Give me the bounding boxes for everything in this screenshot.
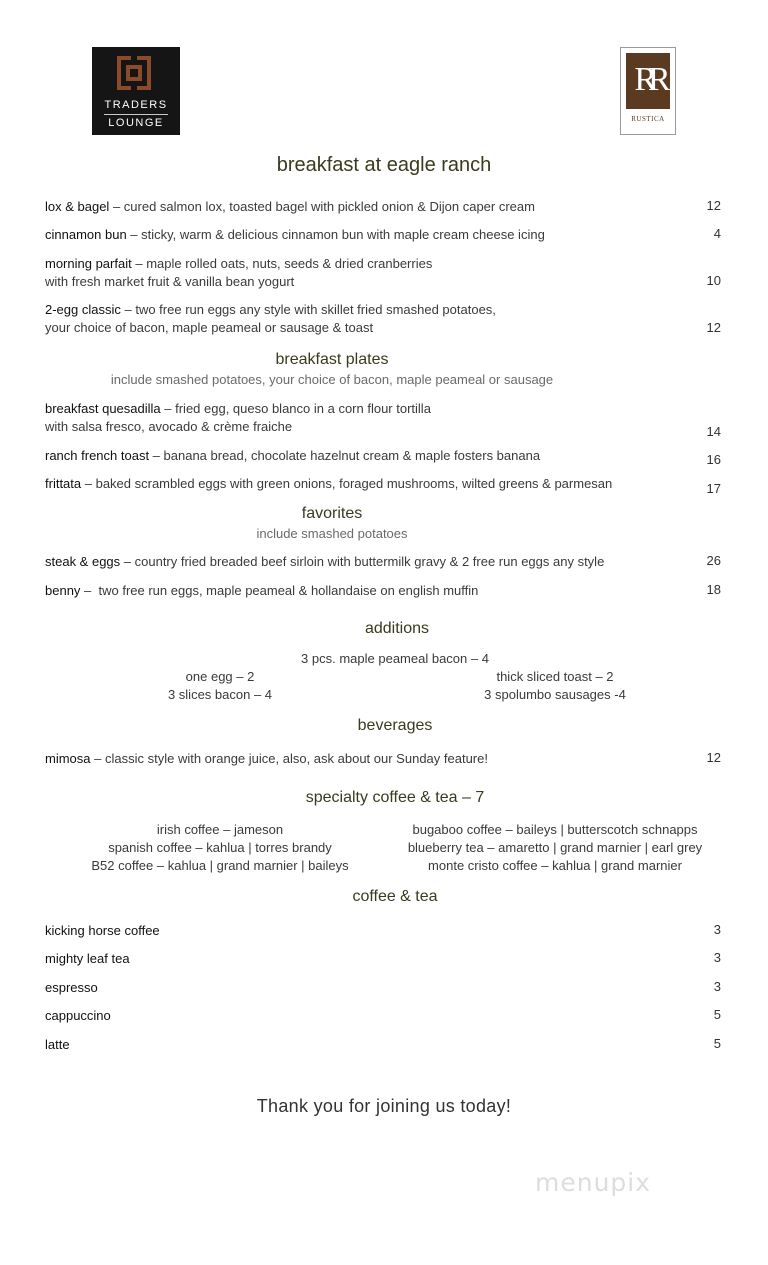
item-desc-line2: with fresh market fruit & vanilla bean yogurt bbox=[45, 274, 295, 289]
item-name: spanish coffee – bbox=[108, 840, 203, 855]
item-sep: – bbox=[219, 822, 234, 837]
item-name: mighty leaf tea bbox=[45, 951, 130, 966]
logo-text-traders: TRADERS bbox=[104, 99, 168, 111]
item-desc: sticky, warm & delicious cinnamon bun with maple cream cheese icing bbox=[141, 227, 545, 242]
item-price: 4 bbox=[713, 226, 721, 241]
traders-lounge-emblem-icon bbox=[117, 56, 151, 90]
specialty-item bbox=[385, 822, 725, 837]
item-desc: amaretto | grand marnier | earl grey bbox=[498, 840, 703, 855]
menu-item bbox=[45, 1007, 655, 1025]
rustica-emblem bbox=[626, 53, 670, 109]
item-name: blueberry tea – bbox=[407, 840, 495, 855]
item-desc: kahlua | grand marnier bbox=[552, 858, 682, 873]
item-price: 18 bbox=[706, 582, 721, 597]
item-desc: fried egg, queso blanco in a corn flour tortilla bbox=[175, 401, 431, 416]
item-desc: cured salmon lox, toasted bagel with pickled onion & Dijon caper cream bbox=[123, 199, 535, 214]
menu-item bbox=[45, 979, 655, 997]
section-heading-favorites: favorites bbox=[301, 505, 363, 522]
item-desc-line2: your choice of bacon, maple peameal or sausage & toast bbox=[45, 320, 374, 335]
item-sep: – bbox=[160, 401, 176, 416]
item-sep: – bbox=[120, 554, 135, 569]
item-name: 2-egg classic bbox=[45, 302, 121, 317]
item-desc: kahlua | torres brandy bbox=[206, 840, 332, 855]
item-name: morning parfait bbox=[45, 256, 132, 271]
thank-you-message: Thank you for joining us today! bbox=[256, 1096, 512, 1116]
item-name: latte bbox=[45, 1037, 70, 1052]
rustica-name: RUSTICA bbox=[631, 115, 665, 123]
item-sep: – bbox=[80, 583, 99, 598]
section-heading-breakfast-plates: breakfast plates bbox=[275, 351, 389, 368]
menu-item bbox=[45, 400, 655, 436]
item-sep: – bbox=[109, 199, 124, 214]
addition-item: 3 pcs. maple peameal bacon – 4 bbox=[301, 651, 489, 666]
menu-item bbox=[45, 447, 655, 465]
item-name: monte cristo coffee bbox=[428, 858, 538, 873]
section-note: include smashed potatoes, your choice of bacon, maple peameal or sausage bbox=[110, 372, 554, 387]
item-desc: baileys | butterscotch schnapps bbox=[516, 822, 698, 837]
traders-lounge-logo bbox=[92, 47, 180, 135]
logo-text-lounge: LOUNGE bbox=[108, 117, 164, 129]
section-heading-beverages: beverages bbox=[357, 717, 433, 734]
item-price: 17 bbox=[706, 481, 721, 496]
item-name: cinnamon bun bbox=[45, 227, 127, 242]
addition-item: one egg – 2 bbox=[185, 669, 255, 684]
item-name: bugaboo coffee – bbox=[412, 822, 513, 837]
item-name: kicking horse coffee bbox=[45, 923, 160, 938]
item-desc: baked scrambled eggs with green onions, foraged mushrooms, wilted greens & parmesan bbox=[95, 476, 613, 491]
item-price: 14 bbox=[706, 424, 721, 439]
rustica-mark: RR bbox=[634, 61, 662, 98]
addition-item: 3 spolumbo sausages -4 bbox=[484, 687, 626, 702]
addition-item: 3 slices bacon – 4 bbox=[167, 687, 273, 702]
menu-item bbox=[45, 301, 655, 337]
section-heading-coffee-tea: coffee & tea bbox=[352, 888, 438, 905]
menu-item bbox=[45, 950, 655, 968]
specialty-item bbox=[385, 840, 725, 855]
item-name: frittata bbox=[45, 476, 82, 491]
item-price: 3 bbox=[713, 922, 721, 937]
item-price: 10 bbox=[706, 273, 721, 288]
item-desc: classic style with orange juice, also, ask about our Sunday feature! bbox=[104, 751, 488, 766]
section-heading-additions: additions bbox=[364, 620, 430, 637]
item-sep: – bbox=[90, 751, 105, 766]
item-name: steak & eggs bbox=[45, 554, 121, 569]
specialty-item bbox=[385, 858, 725, 873]
item-sep: – bbox=[126, 227, 142, 242]
item-name: mimosa bbox=[45, 751, 91, 766]
specialty-item bbox=[60, 822, 380, 837]
addition-item: thick sliced toast – 2 bbox=[496, 669, 614, 684]
menu-item bbox=[45, 255, 655, 291]
item-name: cappuccino bbox=[45, 1008, 111, 1023]
menu-item bbox=[45, 226, 655, 244]
item-name: espresso bbox=[45, 980, 98, 995]
menu-item bbox=[45, 198, 655, 216]
item-price: 26 bbox=[706, 553, 721, 568]
item-name: irish coffee bbox=[156, 822, 220, 837]
section-heading-specialty: specialty coffee & tea – 7 bbox=[305, 789, 485, 806]
menu-title: breakfast at eagle ranch bbox=[276, 154, 492, 176]
item-price: 5 bbox=[713, 1036, 721, 1051]
item-sep: – bbox=[131, 256, 147, 271]
item-price: 16 bbox=[706, 452, 721, 467]
menu-item bbox=[45, 582, 655, 600]
menu-item bbox=[45, 1036, 655, 1054]
item-price: 5 bbox=[713, 1007, 721, 1022]
specialty-item bbox=[60, 858, 380, 873]
item-sep: – bbox=[149, 448, 164, 463]
menu-item bbox=[45, 922, 655, 940]
item-price: 3 bbox=[713, 950, 721, 965]
item-desc: kahlua | grand marnier | baileys bbox=[167, 858, 349, 873]
menu-item bbox=[45, 475, 685, 493]
item-desc: jameson bbox=[233, 822, 284, 837]
item-desc: country fried breaded beef sirloin with buttermilk gravy & 2 free run eggs any style bbox=[134, 554, 605, 569]
item-name: lox & bagel bbox=[45, 199, 110, 214]
item-sep: – bbox=[537, 858, 553, 873]
menu-item bbox=[45, 553, 655, 571]
logo-divider bbox=[104, 114, 168, 115]
item-desc: maple rolled oats, nuts, seeds & dried cranberries bbox=[146, 256, 433, 271]
item-desc-line2: with salsa fresco, avocado & crème fraiche bbox=[45, 419, 293, 434]
item-price: 12 bbox=[706, 198, 721, 213]
item-desc: banana bread, chocolate hazelnut cream & maple fosters banana bbox=[163, 448, 541, 463]
item-name: benny bbox=[45, 583, 81, 598]
item-name: breakfast quesadilla bbox=[45, 401, 161, 416]
item-name: B52 coffee – bbox=[91, 858, 165, 873]
menupix-watermark: menupix bbox=[535, 1168, 652, 1197]
item-sep: – bbox=[81, 476, 96, 491]
item-price: 3 bbox=[713, 979, 721, 994]
item-price: 12 bbox=[706, 320, 721, 335]
rustica-logo bbox=[620, 47, 676, 135]
menu-item bbox=[45, 750, 655, 768]
item-price: 12 bbox=[706, 750, 721, 765]
item-sep: – bbox=[120, 302, 136, 317]
specialty-item bbox=[60, 840, 380, 855]
item-desc: two free run eggs, maple peameal & hollandaise on english muffin bbox=[98, 583, 479, 598]
item-desc: two free run eggs any style with skillet fried smashed potatoes, bbox=[135, 302, 496, 317]
section-note: include smashed potatoes bbox=[256, 526, 408, 541]
item-name: ranch french toast bbox=[45, 448, 150, 463]
